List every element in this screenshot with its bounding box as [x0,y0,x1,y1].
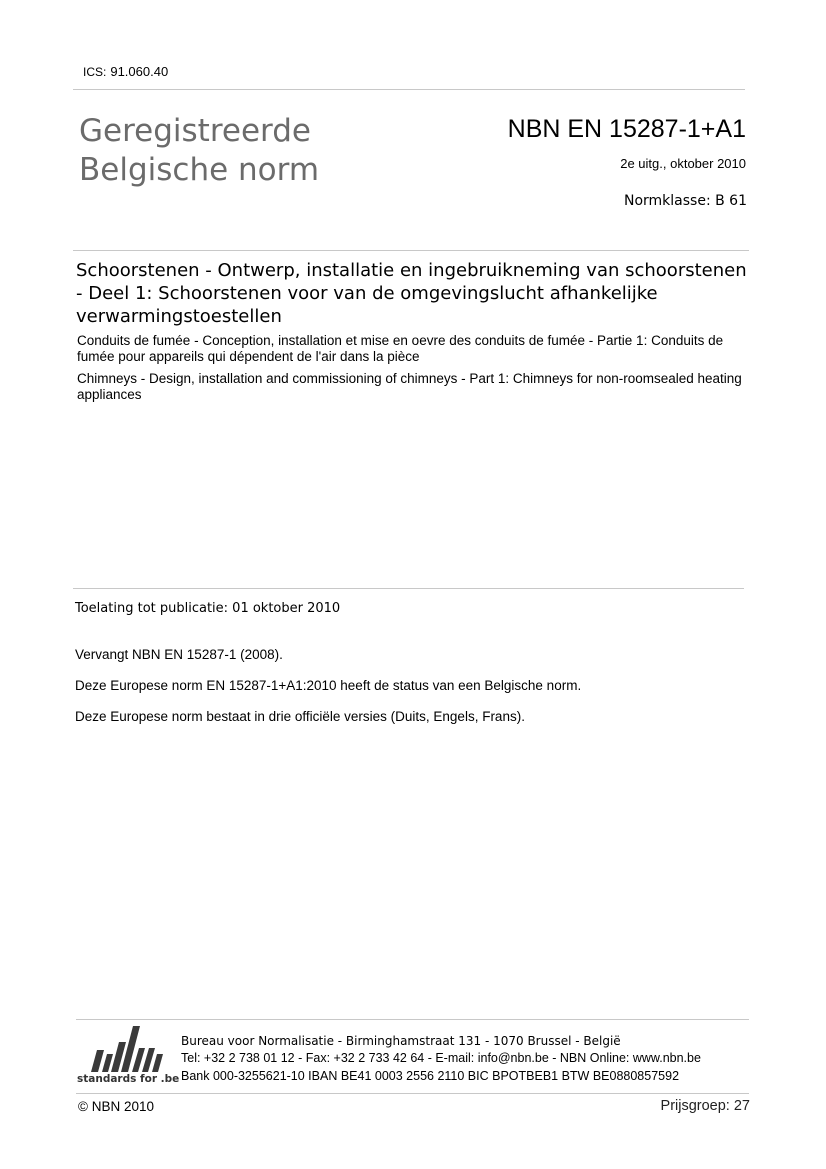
norm-class: Normklasse: B 61 [624,193,747,209]
document-type-line-1: Geregistreerde [79,113,311,149]
ics-label: ICS: [83,65,107,79]
copyright: © NBN 2010 [78,1099,154,1114]
title-dutch: Schoorstenen - Ontwerp, installatie en ingebruikneming van schoorstenen - Deel 1: Schoorstenen voor van de omgevingslucht afhankelijke verwarmingstoestellen [76,260,747,327]
document-type-title [79,112,319,190]
standard-number: NBN EN 15287-1+A1 [507,115,746,143]
footer-divider-bottom [76,1093,749,1094]
title-divider [73,250,749,251]
price-group: Prijsgroep: 27 [660,1098,750,1114]
replaces-text: Vervangt NBN EN 15287-1 (2008). [75,647,283,662]
approval-date: Toelating tot publicatie: 01 oktober 2010 [75,601,341,616]
logo-tagline: standards for .be [77,1073,180,1085]
ics-value: 91.060.40 [110,64,169,79]
title-english: Chimneys - Design, installation and commissioning of chimneys - Part 1: Chimneys for non-roomsealed heating appliances [77,371,742,402]
title-french: Conduits de fumée - Conception, installation et mise en oevre des conduits de fumée - Partie 1: Conduits de fumée pour appareils qui dépendent de l'air dans la pièce [77,333,724,364]
footer-bank: Bank 000-3255621-10 IBAN BE41 0003 2556 2110 BIC BPOTBEB1 BTW BE0880857592 [181,1069,680,1083]
footer-divider-top [76,1019,749,1020]
document-type-line-2: Belgische norm [79,152,320,188]
status-text: Deze Europese norm EN 15287-1+A1:2010 heeft de status van een Belgische norm. [75,678,582,693]
body-divider [73,588,744,589]
edition-date: 2e uitg., oktober 2010 [620,156,746,171]
footer-address: Bureau voor Normalisatie - Birminghamstraat 131 - 1070 Brussel - België [181,1034,621,1048]
versions-text: Deze Europese norm bestaat in drie officiële versies (Duits, Engels, Frans). [75,709,525,724]
nbn-logo [77,1024,180,1088]
ics-code [83,64,168,79]
header-divider [73,89,745,90]
footer-contact: Tel: +32 2 738 01 12 - Fax: +32 2 733 42 64 - E-mail: info@nbn.be - NBN Online: www.nbn.be [181,1051,701,1065]
